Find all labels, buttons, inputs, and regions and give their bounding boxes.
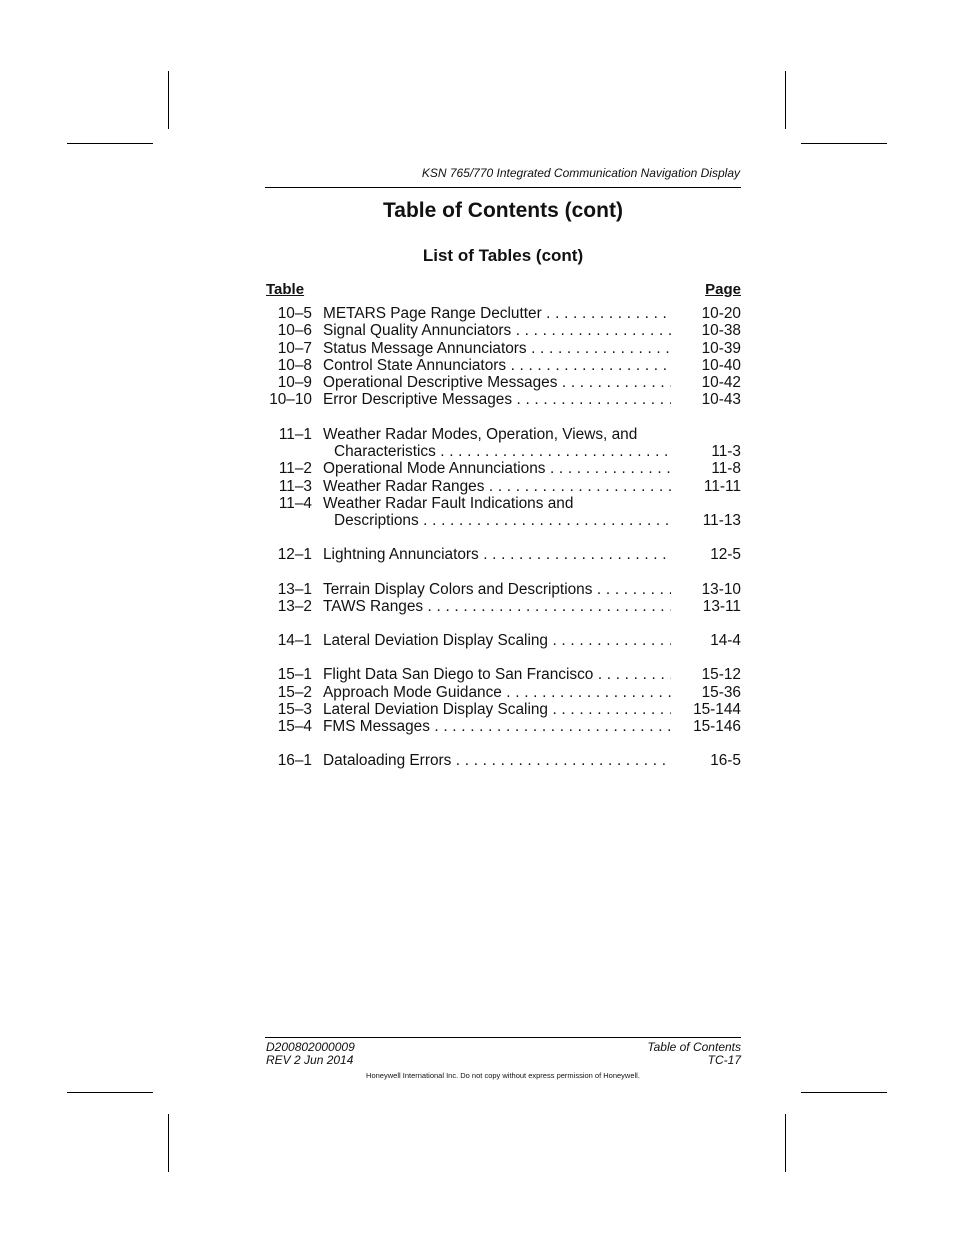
entry-line (265, 495, 741, 512)
table-number: 12–1 (277, 546, 312, 564)
table-number: 14–1 (277, 632, 312, 650)
table-description: Characteristics . . . (334, 443, 671, 460)
table-number: 15–3 (277, 700, 312, 718)
entry-line (265, 478, 741, 495)
footer-rule (265, 1037, 741, 1038)
crop-mark (67, 143, 153, 144)
table-entry[interactable] (265, 684, 741, 701)
crop-mark (168, 1114, 169, 1172)
table-description: Weather Radar Ranges . . . (323, 478, 671, 495)
table-description: Flight Data San Diego to San Francisco . . . (323, 666, 671, 683)
table-description: Operational Mode Annunciations . . . (323, 460, 671, 477)
page-reference: 10-40 (701, 356, 741, 374)
table-description: Control State Annunciators . . . (323, 357, 671, 374)
table-entry[interactable] (265, 305, 741, 322)
entry-line (265, 666, 741, 683)
entry-line (265, 718, 741, 735)
table-entry[interactable] (265, 374, 741, 391)
table-description: Status Message Annunciators . . . (323, 340, 671, 357)
group-spacer (265, 564, 741, 581)
page-reference: 11-8 (711, 460, 741, 478)
entry-line (265, 512, 741, 529)
page-reference: 15-36 (701, 683, 741, 701)
table-entry[interactable] (265, 632, 741, 649)
entry-line (265, 684, 741, 701)
page-column-header: Page (705, 281, 741, 298)
page-reference: 13-10 (701, 580, 741, 598)
table-number: 11–1 (278, 425, 312, 443)
table-entry[interactable] (265, 581, 741, 598)
page-number: TC-17 (707, 1053, 741, 1067)
table-list (265, 305, 741, 770)
table-description: Weather Radar Modes, Operation, Views, and (323, 425, 638, 443)
table-number: 13–1 (277, 580, 312, 598)
page-reference: 15-144 (693, 700, 741, 718)
entry-line (265, 632, 741, 649)
table-entry[interactable] (265, 495, 741, 530)
table-number: 11–3 (278, 477, 312, 495)
table-description: Signal Quality Annunciators . . . (323, 322, 671, 339)
table-description: Approach Mode Guidance . . . (323, 684, 671, 701)
page-reference: 11-11 (703, 477, 741, 495)
page-reference: 13-11 (702, 597, 741, 615)
table-column-header: Table (266, 281, 305, 298)
table-entry[interactable] (265, 460, 741, 477)
table-entry[interactable] (265, 546, 741, 563)
group-spacer (265, 649, 741, 666)
running-header: KSN 765/770 Integrated Communication Navigation Display (421, 166, 740, 180)
page-reference: 14-4 (710, 632, 741, 650)
group-spacer (265, 615, 741, 632)
table-entry[interactable] (265, 598, 741, 615)
table-number: 10–5 (277, 305, 312, 322)
table-entry[interactable] (265, 718, 741, 735)
page-reference: 10-43 (701, 391, 741, 409)
page-reference: 12-5 (710, 546, 741, 564)
entry-line (265, 305, 741, 322)
entry-line (265, 598, 741, 615)
entry-line (265, 391, 741, 408)
table-number: 10–9 (277, 374, 312, 392)
table-entry[interactable] (265, 357, 741, 374)
page-reference: 15-146 (693, 718, 741, 736)
table-entry[interactable] (265, 322, 741, 339)
table-entry[interactable] (265, 666, 741, 683)
table-entry[interactable] (265, 478, 741, 495)
table-description: Terrain Display Colors and Descriptions . . . (323, 581, 671, 598)
table-entry[interactable] (265, 701, 741, 718)
table-number: 10–10 (269, 391, 312, 409)
revision-date: REV 2 Jun 2014 (266, 1053, 354, 1067)
entry-line (265, 546, 741, 563)
entry-line (265, 357, 741, 374)
copyright-notice: Honeywell International Inc. Do not copy without express permission of Honeywell. (366, 1071, 640, 1080)
table-description: Operational Descriptive Messages . . . (323, 374, 671, 391)
group-spacer (265, 735, 741, 752)
table-number: 15–1 (277, 666, 312, 684)
table-description: Lateral Deviation Display Scaling . . . (323, 701, 671, 718)
table-number: 13–2 (277, 597, 312, 615)
page-reference: 10-20 (701, 305, 741, 322)
table-number: 15–2 (277, 683, 312, 701)
table-number: 16–1 (277, 752, 312, 770)
entry-line (265, 426, 741, 443)
page-reference: 16-5 (710, 752, 741, 770)
table-description: Lightning Annunciators . . . (323, 546, 671, 563)
document-number: D200802000009 (266, 1040, 355, 1054)
entry-line (265, 374, 741, 391)
crop-mark (785, 71, 786, 129)
table-entry[interactable] (265, 426, 741, 461)
crop-mark (785, 1114, 786, 1172)
page-reference: 10-42 (701, 374, 741, 392)
entry-line (265, 443, 741, 460)
table-description: METARS Page Range Declutter . . . (323, 305, 671, 322)
table-description: Lateral Deviation Display Scaling . . . (323, 632, 671, 649)
table-description: Descriptions . . . (334, 512, 671, 529)
table-description: Weather Radar Fault Indications and (323, 494, 574, 512)
table-number: 11–4 (278, 494, 312, 512)
section-title: List of Tables (cont) (422, 246, 584, 265)
page-reference: 11-13 (702, 512, 741, 530)
table-number: 10–8 (277, 356, 312, 374)
crop-mark (801, 143, 887, 144)
crop-mark (67, 1092, 153, 1093)
page-title: Table of Contents (cont) (383, 199, 623, 222)
table-description: FMS Messages . . . (323, 718, 671, 735)
entry-line (265, 581, 741, 598)
entry-line (265, 752, 741, 769)
header-rule (265, 187, 741, 188)
table-description: Dataloading Errors . . . (323, 752, 671, 769)
group-spacer (265, 409, 741, 426)
table-number: 11–2 (278, 460, 312, 478)
table-description: TAWS Ranges . . . (323, 598, 671, 615)
footer-section-name: Table of Contents (647, 1040, 741, 1054)
page-reference: 10-39 (701, 339, 741, 357)
entry-line (265, 322, 741, 339)
table-entry[interactable] (265, 340, 741, 357)
page-reference: 15-12 (701, 666, 741, 684)
table-description: Error Descriptive Messages . . . (323, 391, 671, 408)
table-entry[interactable] (265, 752, 741, 769)
page-reference: 10-38 (701, 322, 741, 340)
crop-mark (168, 71, 169, 129)
table-number: 15–4 (277, 718, 312, 736)
group-spacer (265, 529, 741, 546)
page-reference: 11-3 (711, 442, 741, 460)
crop-mark (801, 1092, 887, 1093)
table-entry[interactable] (265, 391, 741, 408)
table-number: 10–7 (277, 339, 312, 357)
table-number: 10–6 (277, 322, 312, 340)
entry-line (265, 460, 741, 477)
entry-line (265, 340, 741, 357)
entry-line (265, 701, 741, 718)
